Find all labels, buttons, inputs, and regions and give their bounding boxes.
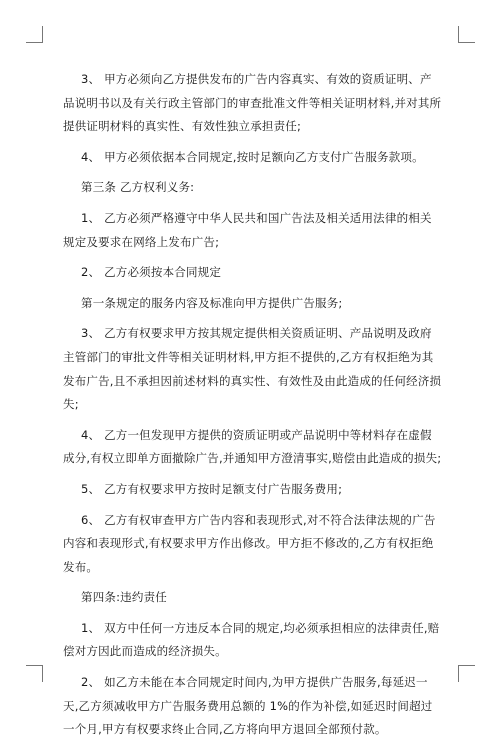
crop-mark-top-left — [26, 26, 43, 43]
clause-party-b-2-continued: 第一条规定的服务内容及标准向甲方提供广告服务; — [81, 295, 343, 310]
document-body — [63, 68, 443, 749]
section-heading-article-3: 第三条 乙方权利义务: — [81, 180, 195, 195]
section-heading-article-4: 第四条:违约责任 — [81, 590, 167, 605]
clause-party-b-2: 2、 乙方必须按本合同规定 — [81, 265, 222, 280]
clause-party-b-3: 3、 乙方有权要求甲方按其规定提供相关资质证明、产品说明及政府主管部门的审批文件等相关证明材料,甲方拒不提供的,乙方有权拒绝为其发布广告,且不承担因前述材料的真实性、有效性及由此造成的任何经济损失; — [63, 326, 442, 412]
clause-party-a-3: 3、 甲方必须向乙方提供发布的广告内容真实、有效的资质证明、产品说明书以及有关行政主管部门的审查批准文件等相关证明材料,并对其所提供证明材料的真实性、有效性独立承担责任; — [63, 72, 442, 134]
crop-mark-bottom-right — [458, 665, 475, 682]
clause-party-b-5: 5、 乙方有权要求甲方按时足额支付广告服务费用; — [81, 481, 343, 496]
clause-party-b-6: 6、 乙方有权审查甲方广告内容和表现形式,对不符合法律法规的广告内容和表现形式,有权要求甲方作出修改。甲方拒不修改的,乙方有权拒绝发布。 — [63, 512, 436, 574]
clause-party-b-4: 4、 乙方一但发现甲方提供的资质证明或产品说明中等材料存在虚假成分,有权立即单方面撤除广告,并通知甲方澄清事实,赔偿由此造成的损失; — [63, 427, 442, 466]
clause-party-a-4: 4、 甲方必须依据本合同规定,按时足额向乙方支付广告服务款项。 — [81, 149, 424, 164]
clause-breach-1: 1、 双方中任何一方违反本合同的规定,均必须承担相应的法律责任,赔偿对方因此而造成的经济损失。 — [63, 620, 440, 659]
clause-party-b-1: 1、 乙方必须严格遵守中华人民共和国广告法及相关适用法律的相关规定及要求在网络上发布广告; — [63, 210, 432, 249]
crop-mark-top-right — [458, 26, 475, 43]
crop-mark-bottom-left — [26, 665, 43, 682]
clause-breach-2: 2、 如乙方未能在本合同规定时间内,为甲方提供广告服务,每延迟一天,乙方须减收甲方广告服务费用总额的 1%的作为补偿,如延迟时间超过一个月,甲方有权要求终止合同,乙方将向甲方退回全部预付款。 — [63, 675, 433, 737]
